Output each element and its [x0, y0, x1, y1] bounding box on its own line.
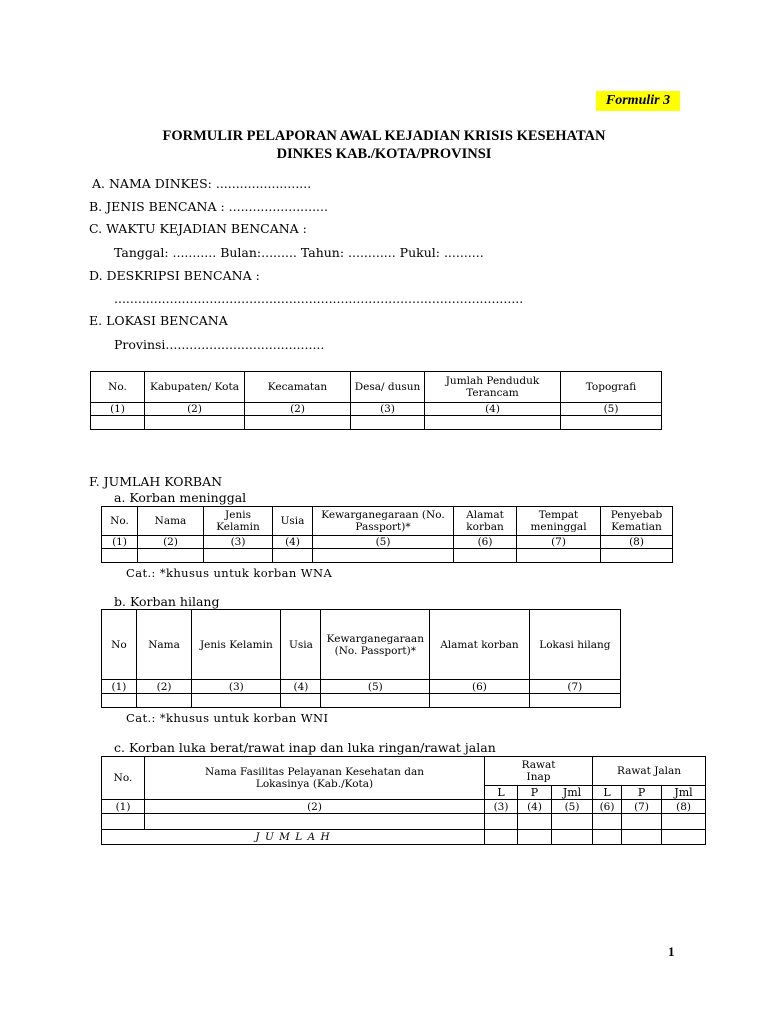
col-number: (1) — [102, 800, 145, 814]
location-table-header — [91, 372, 662, 403]
col-number: (8) — [601, 536, 673, 549]
col-number: (2) — [245, 403, 351, 416]
field-provinsi: Provinsi........................................ — [114, 337, 325, 352]
col-number: (4) — [425, 403, 561, 416]
col-number: (5) — [321, 680, 430, 694]
col-header: Desa/ dusun — [351, 372, 425, 403]
field-jenis-bencana: B. JENIS BENCANA : ......................... — [89, 199, 328, 214]
empty-cell — [245, 416, 351, 430]
location-table — [90, 371, 662, 430]
field-waktu-detail: Tanggal: ........... Bulan:......... Tahun: ............ Pukul: .......... — [114, 245, 484, 260]
col-number: (1) — [91, 403, 145, 416]
col-subheader: P — [518, 786, 552, 800]
col-header: Nama Fasilitas Pelayanan Kesehatan dan Lokasinya (Kab./Kota) — [145, 757, 485, 800]
field-waktu-kejadian: C. WAKTU KEJADIAN BENCANA : — [89, 221, 307, 236]
empty-cell — [593, 830, 622, 845]
field-lokasi-bencana: E. LOKASI BENCANA — [89, 313, 228, 328]
col-header: Kabupaten/ Kota — [145, 372, 245, 403]
empty-cell — [561, 416, 662, 430]
col-number: (2) — [136, 680, 191, 694]
col-number: (1) — [102, 536, 138, 549]
empty-cell — [662, 830, 706, 845]
empty-cell — [145, 814, 485, 830]
col-number: (3) — [485, 800, 518, 814]
location-table-numbers — [91, 403, 662, 416]
col-header: Alamat korban — [454, 507, 517, 536]
empty-cell — [145, 416, 245, 430]
col-number: (8) — [662, 800, 706, 814]
dead-table-header — [102, 507, 673, 536]
table-row — [102, 549, 673, 563]
empty-cell — [517, 549, 601, 563]
form-subtitle: DINKES KAB./KOTA/PROVINSI — [276, 146, 492, 162]
injured-total-row — [102, 830, 706, 845]
col-header: Nama — [138, 507, 204, 536]
field-deskripsi-dots: ....................................................................................................... — [114, 291, 524, 306]
empty-cell — [485, 830, 518, 845]
empty-cell — [454, 549, 517, 563]
empty-cell — [136, 694, 191, 708]
missing-table-numbers — [102, 680, 621, 694]
col-header: Usia — [273, 507, 313, 536]
empty-cell — [273, 549, 313, 563]
total-label: J U M L A H — [102, 830, 485, 845]
col-number: (6) — [593, 800, 622, 814]
col-subheader: L — [485, 786, 518, 800]
col-number: (5) — [313, 536, 454, 549]
col-number: (3) — [351, 403, 425, 416]
col-header: No. — [91, 372, 145, 403]
dead-victims-table — [101, 506, 673, 563]
empty-cell — [138, 549, 204, 563]
col-number: (7) — [517, 536, 601, 549]
col-header: Jenis Kelamin — [192, 610, 281, 680]
page-number: 1 — [668, 944, 675, 959]
col-number: (1) — [102, 680, 137, 694]
col-number: (6) — [454, 536, 517, 549]
empty-cell — [518, 814, 552, 830]
col-header: Lokasi hilang — [529, 610, 620, 680]
note-wna: Cat.: *khusus untuk korban WNA — [126, 566, 333, 580]
col-header: Kecamatan — [245, 372, 351, 403]
empty-cell — [485, 814, 518, 830]
table-row — [102, 814, 706, 830]
empty-cell — [192, 694, 281, 708]
empty-cell — [281, 694, 321, 708]
section-f-sub-c: c. Korban luka berat/rawat inap dan luka ringan/rawat jalan — [114, 740, 496, 755]
empty-cell — [102, 814, 145, 830]
col-subheader: Jml — [552, 786, 593, 800]
col-header: Usia — [281, 610, 321, 680]
col-number: (4) — [281, 680, 321, 694]
empty-cell — [622, 814, 662, 830]
col-header: Jumlah Penduduk Terancam — [425, 372, 561, 403]
col-header: Kewarganegaraan (No. Passport)* — [321, 610, 430, 680]
empty-cell — [102, 549, 138, 563]
col-header: Rawat Jalan — [593, 757, 706, 786]
empty-cell — [351, 416, 425, 430]
empty-cell — [102, 694, 137, 708]
missing-table-header — [102, 610, 621, 680]
injured-table-numbers — [102, 800, 706, 814]
note-wni: Cat.: *khusus untuk korban WNI — [126, 711, 329, 725]
empty-cell — [518, 830, 552, 845]
col-number: (7) — [622, 800, 662, 814]
col-number: (2) — [145, 403, 245, 416]
section-f-title: F. JUMLAH KORBAN — [89, 474, 223, 489]
empty-cell — [430, 694, 529, 708]
col-number: (2) — [145, 800, 485, 814]
empty-cell — [552, 814, 593, 830]
col-number: (4) — [518, 800, 552, 814]
section-f-sub-a: a. Korban meninggal — [114, 490, 247, 505]
col-header: No. — [102, 757, 145, 800]
col-number: (7) — [529, 680, 620, 694]
empty-cell — [425, 416, 561, 430]
empty-cell — [601, 549, 673, 563]
col-number: (3) — [192, 680, 281, 694]
col-subheader: Jml — [662, 786, 706, 800]
empty-cell — [529, 694, 620, 708]
empty-cell — [552, 830, 593, 845]
col-header: Rawat Inap — [485, 757, 593, 786]
col-header: Tempat meninggal — [517, 507, 601, 536]
col-header: Jenis Kelamin — [204, 507, 273, 536]
col-header: Topografi — [561, 372, 662, 403]
col-header: No. — [102, 507, 138, 536]
empty-cell — [622, 830, 662, 845]
form-number-badge: Formulir 3 — [596, 91, 680, 111]
empty-cell — [593, 814, 622, 830]
dead-table-numbers — [102, 536, 673, 549]
field-deskripsi-bencana: D. DESKRIPSI BENCANA : — [89, 268, 260, 283]
empty-cell — [313, 549, 454, 563]
empty-cell — [91, 416, 145, 430]
col-header: Penyebab Kematian — [601, 507, 673, 536]
injured-table-header — [102, 757, 706, 786]
table-row — [91, 416, 662, 430]
form-title: FORMULIR PELAPORAN AWAL KEJADIAN KRISIS KESEHATAN — [162, 128, 606, 144]
col-header: No — [102, 610, 137, 680]
col-number: (2) — [138, 536, 204, 549]
col-number: (4) — [273, 536, 313, 549]
col-subheader: L — [593, 786, 622, 800]
col-header: Alamat korban — [430, 610, 529, 680]
col-header: Nama — [136, 610, 191, 680]
table-row — [102, 694, 621, 708]
col-number: (3) — [204, 536, 273, 549]
col-header: Kewarganegaraan (No. Passport)* — [313, 507, 454, 536]
field-nama-dinkes: A. NAMA DINKES: ........................ — [92, 176, 312, 191]
empty-cell — [204, 549, 273, 563]
injured-victims-table — [101, 756, 706, 845]
col-number: (6) — [430, 680, 529, 694]
col-number: (5) — [552, 800, 593, 814]
missing-victims-table — [101, 609, 621, 708]
empty-cell — [662, 814, 706, 830]
section-f-sub-b: b. Korban hilang — [114, 594, 220, 609]
col-subheader: P — [622, 786, 662, 800]
col-number: (5) — [561, 403, 662, 416]
empty-cell — [321, 694, 430, 708]
